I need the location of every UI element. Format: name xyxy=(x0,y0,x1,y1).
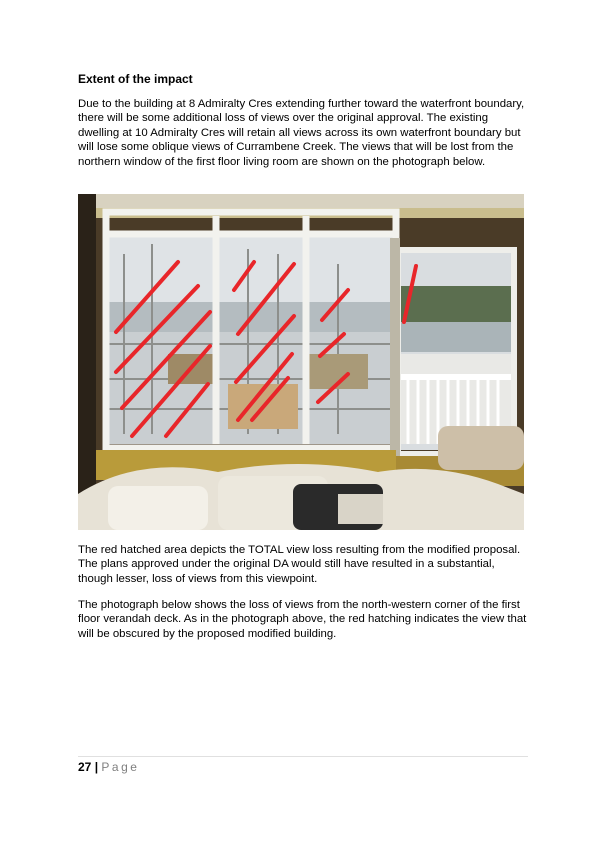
second-photo-intro-paragraph: The photograph below shows the loss of views from the north-western corner of the first floor verandah deck. As in the photograph above, the red hatching indicates the view that will be obscured by the proposed modified building. xyxy=(78,599,527,640)
hatch-explanation-paragraph: The red hatched area depicts the TOTAL view loss resulting from the modified proposal. The plans approved under the original DA would still have resulted in a substantial, though lesser, loss of views from this viewpoint. xyxy=(78,544,521,585)
page-label: Page xyxy=(101,760,140,774)
section-heading: Extent of the impact xyxy=(78,72,193,86)
page-number: 27 xyxy=(78,760,92,774)
footer-divider xyxy=(78,756,528,757)
footer-separator: | xyxy=(94,760,99,774)
intro-paragraph: Due to the building at 8 Admiralty Cres extending further toward the waterfront boundary, there will be some additional loss of views over the original approval. The existing dwelling at 10 Admiralty Cres will retain all views across its own waterfront boundary but will lose some oblique views of Currambene Creek. The views that will be lost from the northern window of the first floor living room are shown on the photograph below. xyxy=(78,98,525,168)
page-footer xyxy=(78,760,139,774)
living-room-window-photo xyxy=(78,194,524,530)
